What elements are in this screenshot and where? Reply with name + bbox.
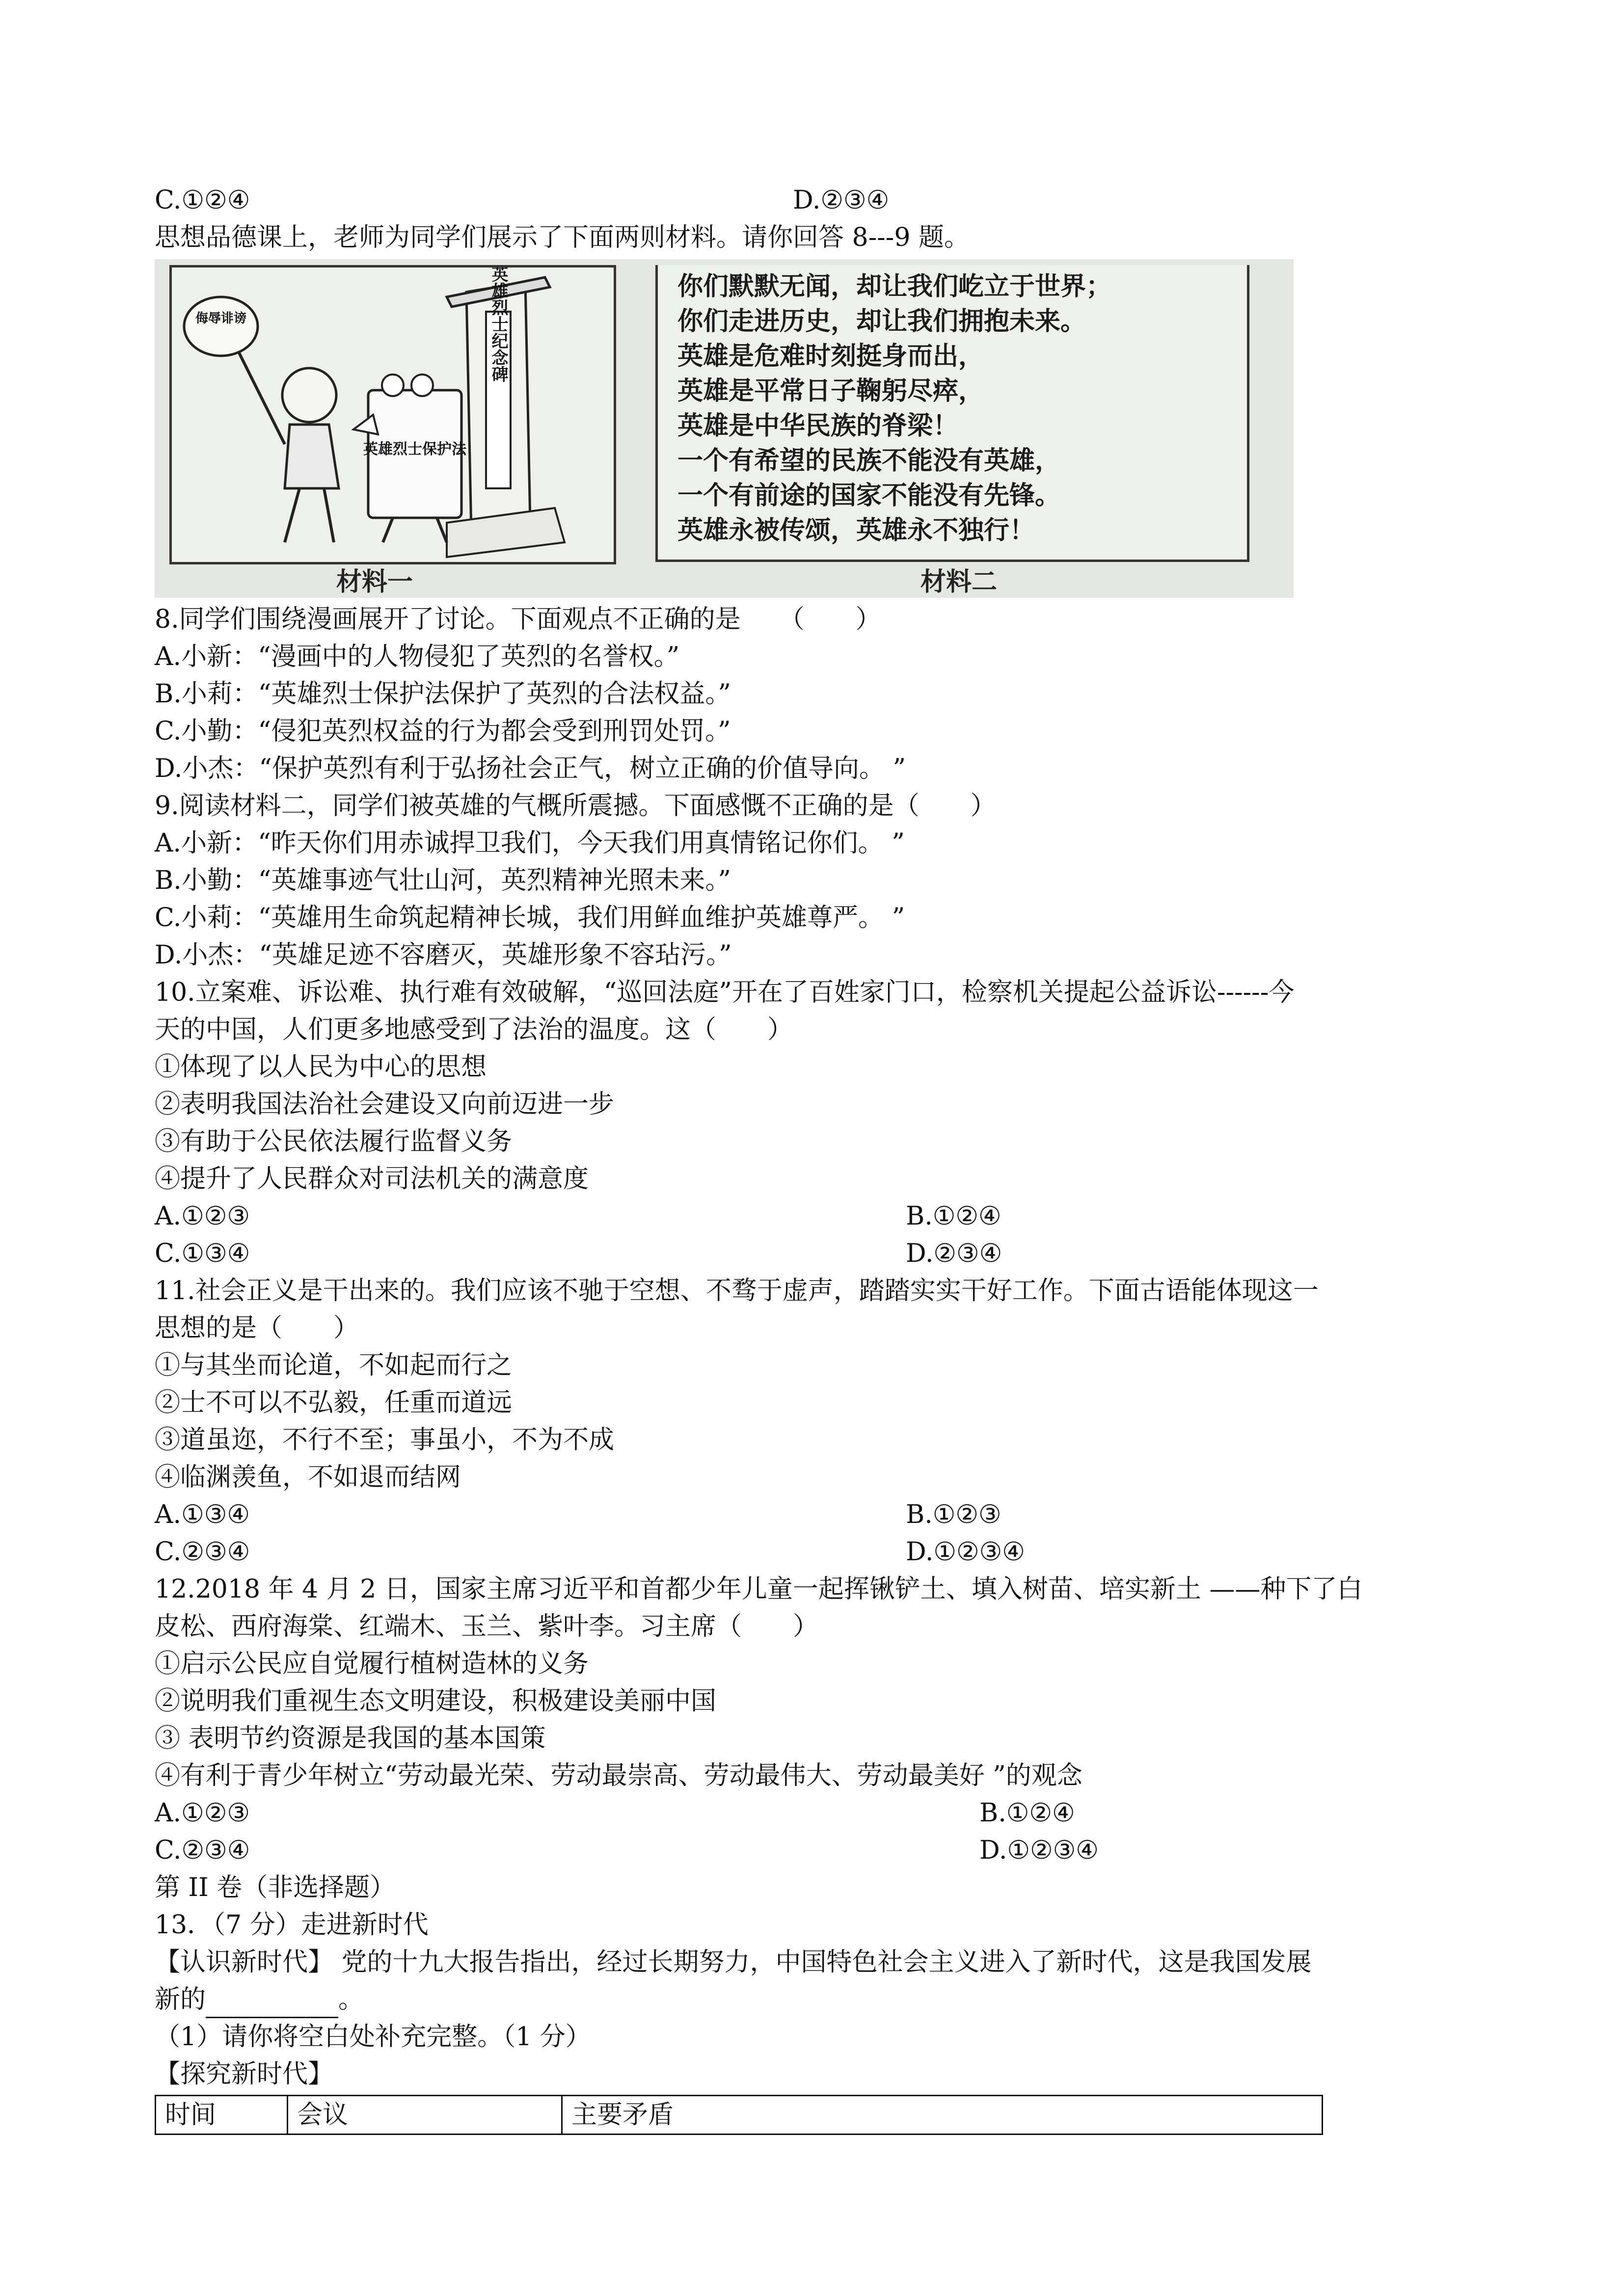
q10-stem-line1: 10.立案难、诉讼难、执行难有效破解，“巡回法庭”开在了百姓家门口，检察机关提起公益诉讼------今 <box>155 978 1295 1007</box>
sign-text: 侮辱诽谤 <box>195 311 247 326</box>
q12-stem-line2: 皮松、西府海棠、红端木、玉兰、紫叶李。习主席（ ） <box>155 1612 819 1641</box>
q13-know-line1: 【认识新时代】 党的十九大报告指出，经过长期努力，中国特色社会主义进入了新时代，这是我国发展 <box>155 1948 1312 1977</box>
q10-options-row1 <box>155 1198 1480 1235</box>
table-header-row <box>156 2096 1323 2135</box>
q12-option-d: D.①②③④ <box>979 1836 1099 1865</box>
q12-stem-line1: 12.2018 年 4 月 2 日，国家主席习近平和首都少年儿童一起挥锹铲土、填入树苗、培实新土 ——种下了白 <box>155 1575 1363 1604</box>
law-book-text: 英雄烈士保护法 <box>363 441 466 458</box>
q10-option-b: B.①②④ <box>906 1201 1001 1231</box>
q11-option-d: D.①②③④ <box>906 1537 1025 1567</box>
q10-item-1: ①体现了以人民为中心的思想 <box>155 1052 487 1082</box>
person-head <box>282 368 336 422</box>
caption-material-1: 材料一 <box>336 567 413 597</box>
monument-steps <box>447 508 565 557</box>
person-leg-right <box>324 488 334 542</box>
table-header-time: 时间 <box>156 2096 288 2135</box>
exam-page <box>155 182 1480 2135</box>
person-body <box>285 425 339 488</box>
q8-option-b: B.小莉：“英雄烈士保护法保护了英烈的合法权益。” <box>155 679 731 709</box>
q11-item-1: ①与其坐而论道，不如起而行之 <box>155 1351 513 1380</box>
monument-text: 英雄烈士纪念碑 <box>488 267 508 382</box>
q12-options-row1 <box>155 1794 1480 1832</box>
person-leg-left <box>285 488 299 542</box>
poem-line: 英雄永被传颂，英雄永不独行！ <box>677 515 1035 545</box>
book-eye-left <box>382 374 404 396</box>
q12-option-a: A.①②③ <box>155 1798 250 1828</box>
option-d: D.②③④ <box>793 186 890 215</box>
q11-stem-line1: 11.社会正义是干出来的。我们应该不驰于空想、不骛于虚声，踏踏实实干好工作。下面古语能体现这一 <box>155 1276 1319 1306</box>
q13-title: 13．（7 分）走进新时代 <box>155 1910 429 1940</box>
q12-item-4: ④有利于青少年树立“劳动最光荣、劳动最崇高、劳动最伟大、劳动最美好 ”的观念 <box>155 1761 1083 1790</box>
q10-option-c: C.①③④ <box>155 1239 250 1268</box>
table-header-meeting: 会议 <box>288 2096 562 2135</box>
cartoon-illustration <box>172 267 614 562</box>
poem-line: 一个有前途的国家不能没有先锋。 <box>677 481 1061 510</box>
q12-option-c: C.②③④ <box>155 1836 250 1865</box>
poem-line: 英雄是平常日子鞠躬尽瘁， <box>677 376 984 406</box>
q13-know-prefix: 新的 <box>155 1985 206 2014</box>
prev-options-row <box>155 182 1480 219</box>
cartoon-panel <box>169 265 616 564</box>
q11-option-c: C.②③④ <box>155 1537 250 1567</box>
materials-intro: 思想品德课上，老师为同学们展示了下面两则材料。请你回答 8---9 题。 <box>155 223 970 252</box>
q10-item-3: ③有助于公民依法履行监督义务 <box>155 1127 513 1156</box>
q8-option-c: C.小勤：“侵犯英烈权益的行为都会受到刑罚处罚。” <box>155 717 731 746</box>
q9-stem: 9.阅读材料二，同学们被英雄的气概所震撼。下面感慨不正确的是（ ） <box>155 791 996 821</box>
q11-item-3: ③道虽迩，不行不至；事虽小，不为不成 <box>155 1425 615 1455</box>
q9-option-c: C.小莉：“英雄用生命筑起精神长城，我们用鲜血维护英雄尊严。 ” <box>155 903 905 933</box>
book-leg-right <box>437 518 447 542</box>
q11-option-b: B.①②③ <box>906 1500 1001 1529</box>
part2-heading: 第 II 卷（非选择题） <box>155 1873 396 1902</box>
q12-item-2: ②说明我们重视生态文明建设，积极建设美丽中国 <box>155 1686 717 1716</box>
q10-item-4: ④提升了人民群众对司法机关的满意度 <box>155 1164 589 1194</box>
poem-line: 一个有希望的民族不能没有英雄， <box>677 446 1061 476</box>
q11-option-a: A.①③④ <box>155 1500 250 1529</box>
q13-know-line2 <box>155 1981 1480 2018</box>
q11-options-row2 <box>155 1533 1480 1571</box>
poem-line: 英雄是危难时刻挺身而出， <box>677 341 984 371</box>
q8-option-a: A.小新：“漫画中的人物侵犯了英烈的名誉权。” <box>155 642 680 671</box>
q12-item-1: ①启示公民应自觉履行植树造林的义务 <box>155 1649 589 1679</box>
q13-know-suffix: 。 <box>338 1985 364 2014</box>
q8-option-d: D.小杰：“保护英烈有利于弘扬社会正气，树立正确的价值导向。 ” <box>155 754 906 783</box>
q9-option-a: A.小新：“昨天你们用赤诚捍卫我们，今天我们用真情铭记你们。 ” <box>155 828 905 858</box>
poem-text <box>677 269 1111 548</box>
q12-item-3: ③ 表明节约资源是我国的基本国策 <box>155 1724 546 1753</box>
q9-option-d: D.小杰：“英雄足迹不容磨灭，英雄形象不容玷污。” <box>155 940 732 970</box>
book-eye-right <box>411 374 433 396</box>
q10-option-a: A.①②③ <box>155 1201 250 1231</box>
q13-table <box>155 2095 1323 2135</box>
poem-line: 英雄是中华民族的脊梁！ <box>677 411 959 441</box>
q12-options-row2 <box>155 1832 1480 1869</box>
q11-item-4: ④临渊羡鱼，不如退而结网 <box>155 1463 461 1492</box>
poem-line: 你们走进历史，却让我们拥抱未来。 <box>677 306 1086 336</box>
q13-explore: 【探究新时代】 <box>155 2059 334 2089</box>
q12-option-b: B.①②④ <box>979 1798 1075 1828</box>
q10-options-row2 <box>155 1235 1480 1272</box>
option-c: C.①②④ <box>155 186 250 215</box>
q8-stem: 8.同学们围绕漫画展开了讨论。下面观点不正确的是 （ ） <box>155 605 881 634</box>
q10-option-d: D.②③④ <box>906 1239 1002 1268</box>
caption-material-2: 材料二 <box>920 567 998 597</box>
poem-line: 你们默默无闻，却让我们屹立于世界； <box>677 271 1112 301</box>
q11-stem-line2: 思想的是（ ） <box>155 1313 359 1343</box>
q11-options-row1 <box>155 1496 1480 1533</box>
poem-panel <box>655 265 1249 562</box>
answer-blank[interactable] <box>206 1992 338 2018</box>
q10-item-2: ②表明我国法治社会建设又向前迈进一步 <box>155 1090 615 1119</box>
materials-figure <box>155 259 1294 598</box>
q13-sub1: （1）请你将空白处补充完整。（1 分） <box>155 2022 591 2052</box>
q11-item-2: ②士不可以不弘毅，任重而道远 <box>155 1388 513 1417</box>
q10-stem-line2: 天的中国，人们更多地感受到了法治的温度。这（ ） <box>155 1015 793 1044</box>
sign-board <box>184 297 258 356</box>
q9-option-b: B.小勤：“英雄事迹气壮山河，英烈精神光照未来。” <box>155 866 731 895</box>
book-leg-left <box>383 518 393 542</box>
table-header-contradiction: 主要矛盾 <box>562 2096 1323 2135</box>
book-hand <box>353 415 378 434</box>
